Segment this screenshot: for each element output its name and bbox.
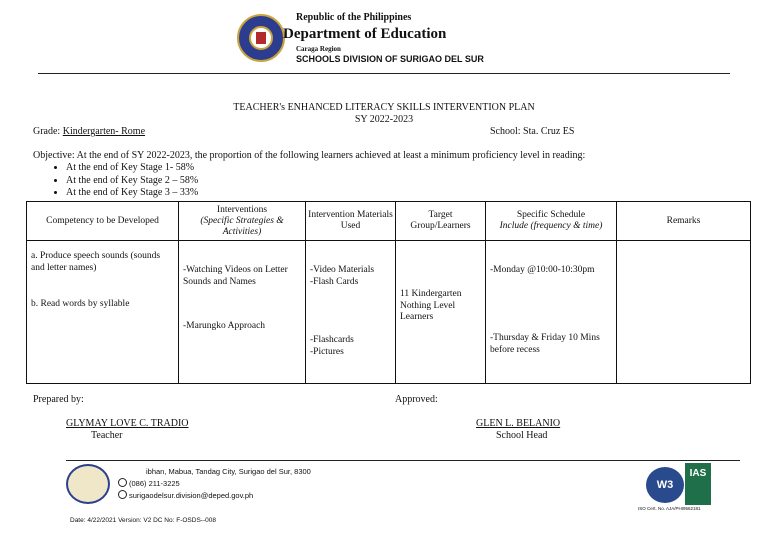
school-name: School: Sta. Cruz ES <box>490 126 575 137</box>
key-stage-list <box>48 162 198 200</box>
schedule-1: -Monday @10:00-10:30pm <box>490 265 595 275</box>
approver-role: School Head <box>496 430 548 441</box>
grade-value: Kindergarten- Rome <box>62 126 146 137</box>
header-region: Caraga Region <box>296 45 341 53</box>
school-year: SY 2022-2023 <box>354 114 414 125</box>
cell-schedule <box>486 241 617 384</box>
header-interventions-main: Interventions <box>216 204 268 215</box>
email-icon <box>118 490 127 499</box>
key-stage-item: • At the end of Key Stage 1- 58% <box>66 162 198 175</box>
w3-logo: W3 <box>646 467 684 503</box>
key-stage-item: • At the end of Key Stage 3 – 33% <box>66 187 198 200</box>
target-group: 11 Kindergarten Nothing Level Learners <box>400 289 462 322</box>
preparer-name: GLYMAY LOVE C. TRADIO <box>66 418 189 429</box>
header-interventions <box>179 202 306 241</box>
cell-materials <box>306 241 396 384</box>
preparer-role: Teacher <box>91 430 123 441</box>
table-row <box>27 241 751 384</box>
materials-2: -Flashcards -Pictures <box>310 335 354 357</box>
footer-phone-line <box>118 478 180 488</box>
grade-line <box>33 126 145 137</box>
header-remarks: Remarks <box>617 202 751 241</box>
document-meta: Date: 4/22/2021 Version: V2 DC No: F-OSDS--008 <box>70 517 216 524</box>
document-title: TEACHER's ENHANCED LITERACY SKILLS INTERVENTION PLAN <box>233 102 535 113</box>
header-target: Target Group/Learners <box>396 202 486 241</box>
header-division: SCHOOLS DIVISION OF SURIGAO DEL SUR <box>296 54 484 64</box>
cell-interventions <box>179 241 306 384</box>
header-divider <box>38 73 730 74</box>
intervention-2: -Marungko Approach <box>183 321 266 331</box>
footer-divider <box>66 460 740 461</box>
footer-email: surigaodelsur.division@deped.gov.ph <box>129 491 254 500</box>
grade-label: Grade: <box>33 126 63 137</box>
cell-competency <box>27 241 179 384</box>
approved-label: Approved: <box>395 394 438 405</box>
header-department: Department of Education <box>283 26 447 42</box>
key-stage-item: • At the end of Key Stage 2 – 58% <box>66 175 198 188</box>
header-interventions-sub: (Specific Strategies & Activities) <box>200 215 284 237</box>
footer-address: ibhan, Mabua, Tandag City, Surigao del Sur, 8300 <box>146 467 311 476</box>
deped-seal-logo <box>237 14 285 62</box>
iso-cert: ISO Cert. No. AJA/PHI9562181 <box>638 506 701 511</box>
header-schedule-sub: Include (frequency & time) <box>499 221 603 231</box>
materials-1: -Video Materials -Flash Cards <box>310 265 375 287</box>
header-schedule-main: Specific Schedule <box>516 210 586 220</box>
header-competency: Competency to be Developed <box>27 202 179 241</box>
cell-target <box>396 241 486 384</box>
header-schedule <box>486 202 617 241</box>
objective-text: Objective: At the end of SY 2022-2023, the proportion of the following learners achieved at least a minimum proficiency level in reading: <box>33 150 586 161</box>
footer-phone: (086) 211-3225 <box>129 479 180 488</box>
competency-b: b. Read words by syllable <box>31 299 130 309</box>
intervention-plan-table <box>26 201 751 384</box>
intervention-1: -Watching Videos on Letter Sounds and Names <box>183 265 288 287</box>
phone-icon <box>118 478 127 487</box>
ias-logo: IAS <box>685 463 711 505</box>
division-logo <box>66 464 110 504</box>
footer-email-line <box>118 490 253 500</box>
cell-remarks <box>617 241 751 384</box>
schedule-2: -Thursday & Friday 10 Mins before recess <box>490 333 600 355</box>
competency-a: a. Produce speech sounds (sounds and letter names) <box>31 251 161 273</box>
table-header-row <box>27 202 751 241</box>
header-materials: Intervention Materials Used <box>306 202 396 241</box>
prepared-by-label: Prepared by: <box>33 394 84 405</box>
approver-name: GLEN L. BELANIO <box>476 418 561 429</box>
header-republic: Republic of the Philippines <box>296 12 412 23</box>
